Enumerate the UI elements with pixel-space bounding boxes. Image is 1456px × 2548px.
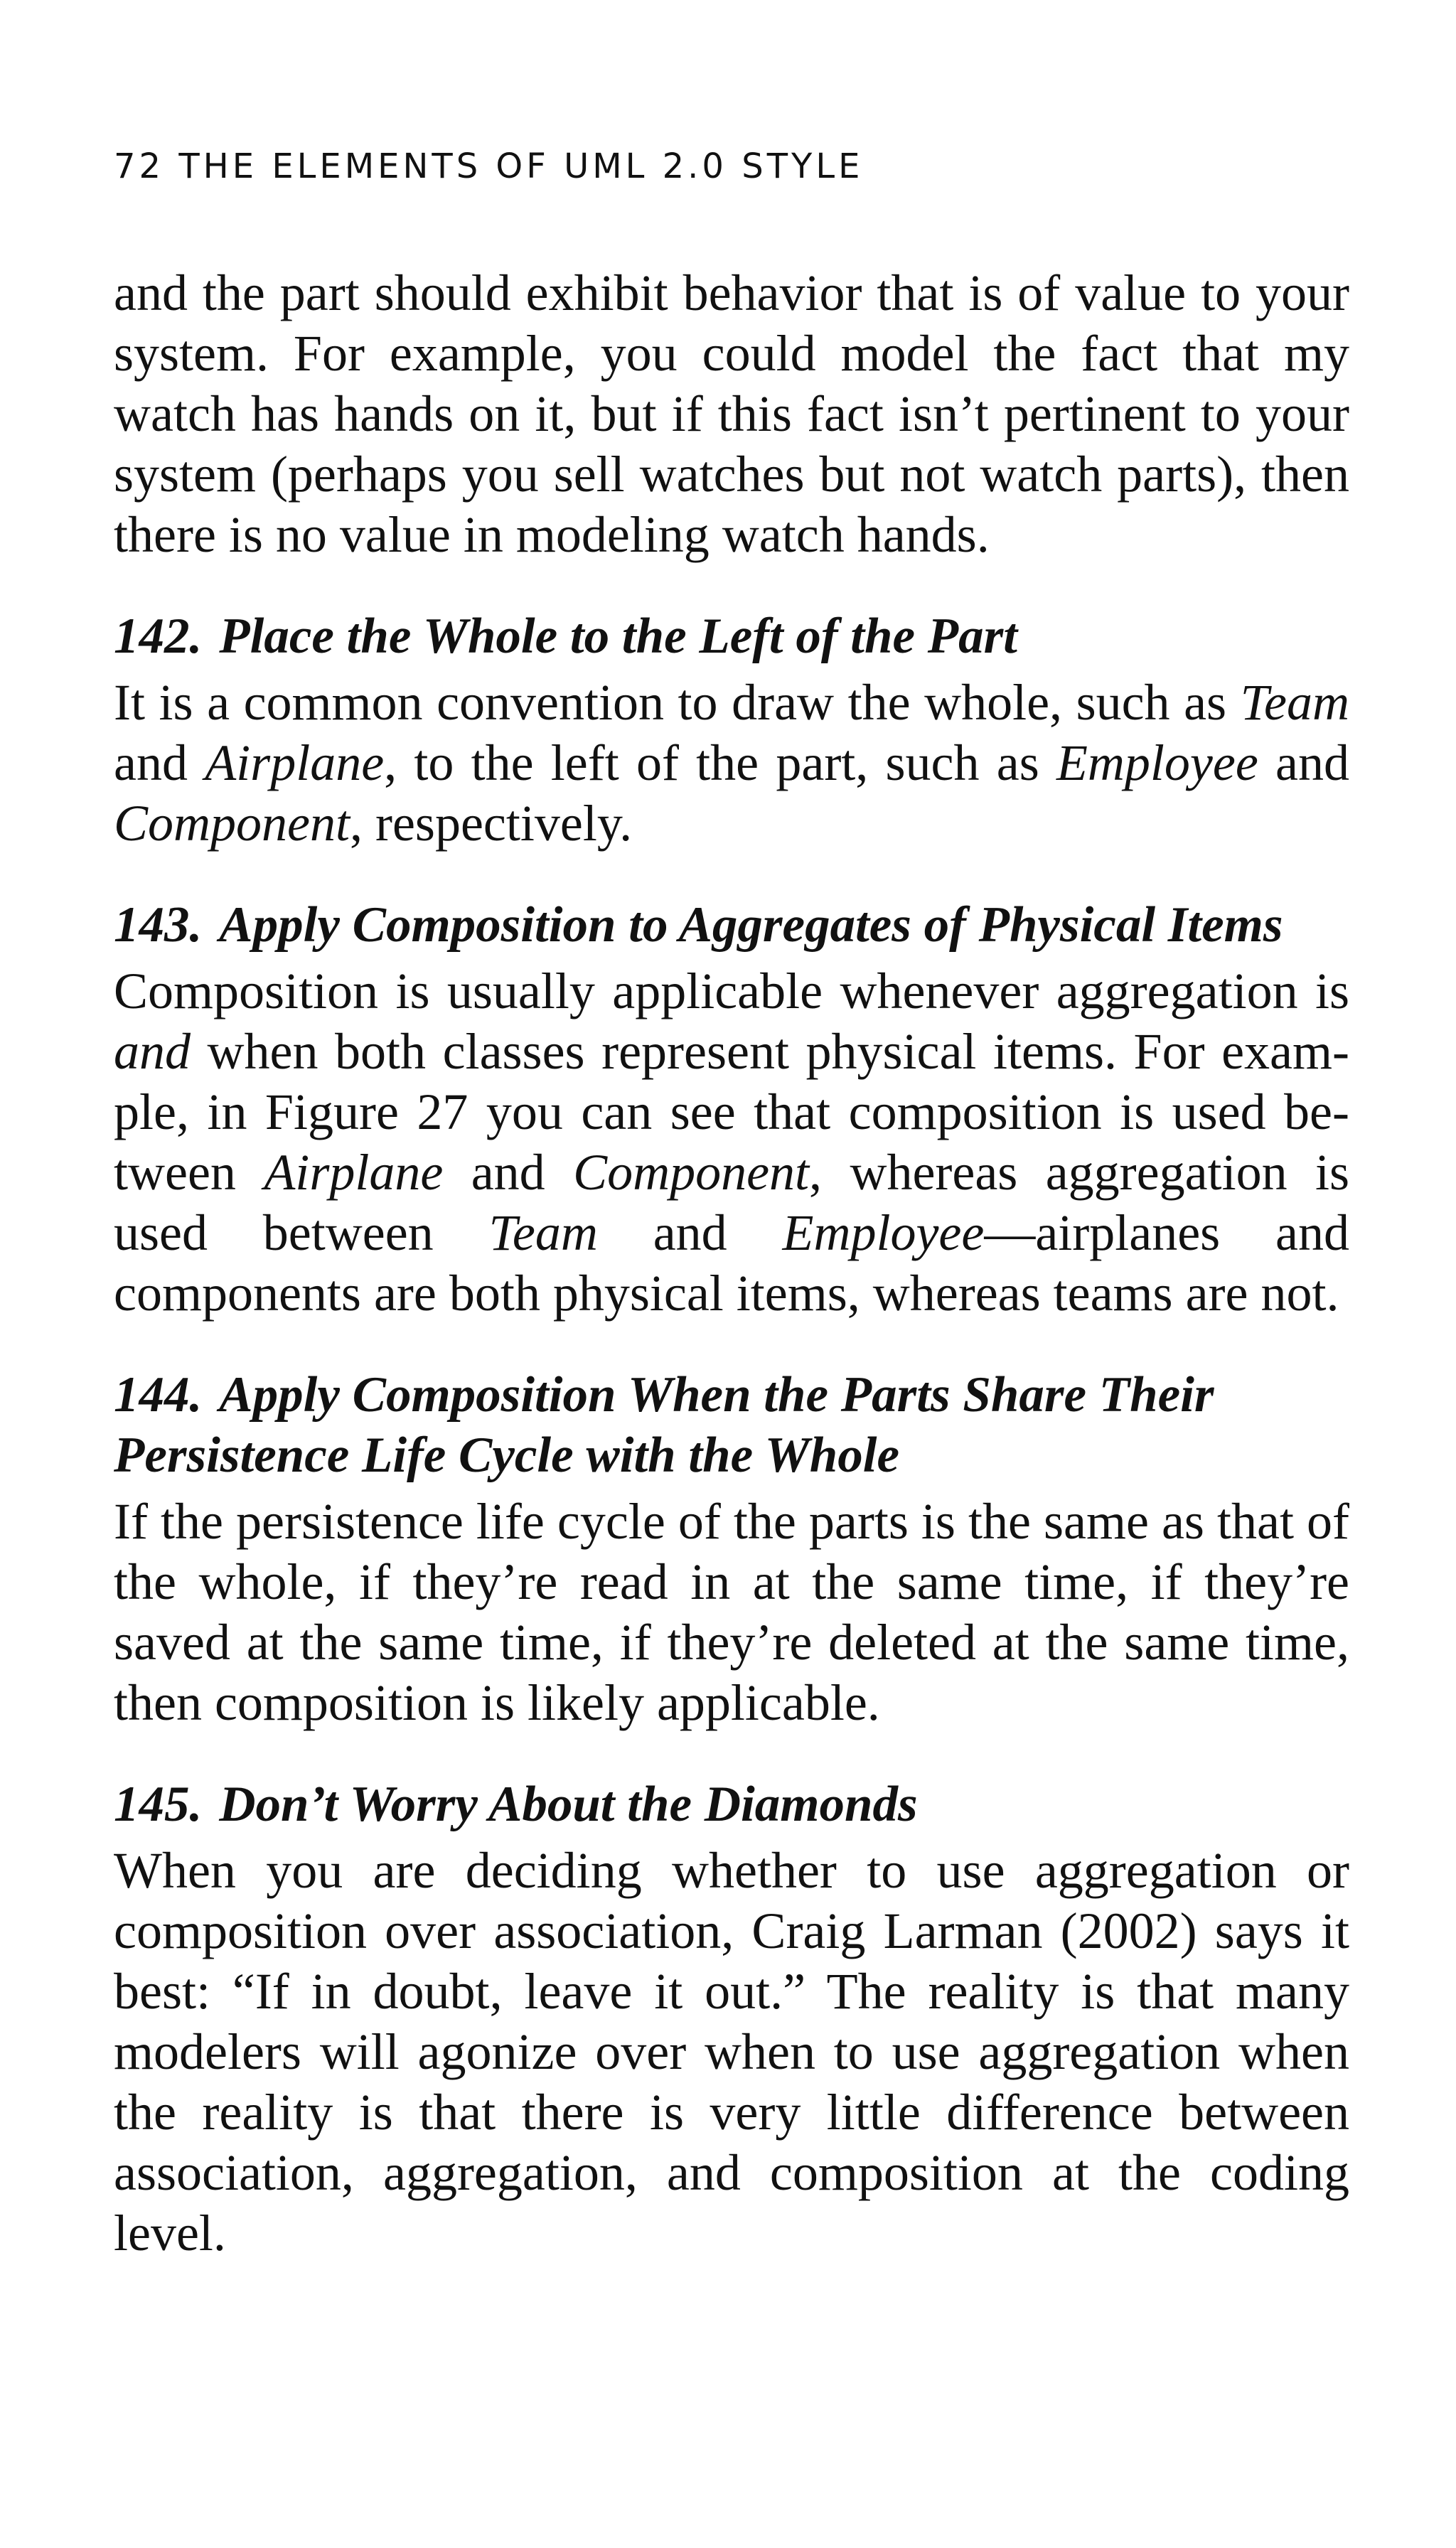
class-name-team: Team bbox=[1240, 674, 1349, 731]
class-name-airplane: Airplane bbox=[264, 1144, 444, 1201]
guideline-143-title: Apply Composition to Aggregates of Physical Items bbox=[219, 897, 1283, 953]
text-run: and bbox=[597, 1204, 783, 1261]
guideline-144-number: 144. bbox=[114, 1367, 203, 1423]
text-run: —airplanes and components are both physical items, whereas teams are not. bbox=[114, 1204, 1349, 1322]
guideline-144-heading bbox=[114, 1365, 1349, 1486]
text-run: , respectively. bbox=[349, 795, 633, 852]
guideline-145-heading bbox=[114, 1774, 1349, 1835]
guideline-142-heading bbox=[114, 606, 1349, 667]
guideline-145-number: 145. bbox=[114, 1777, 203, 1832]
text-run: , to the left of the part, such as bbox=[384, 734, 1056, 791]
guideline-142-title: Place the Whole to the Left of the Part bbox=[219, 609, 1017, 664]
class-name-component: Component bbox=[573, 1144, 810, 1201]
guideline-145-paragraph: When you are deciding whether to use aggregation or composition over association, Craig Larman (2002) says it best: “If in doubt, leave it out.” The reality is that many modelers will agonize over when to use aggregation when the reality is that there is very little difference between association, aggregation, and composition at the coding level. bbox=[114, 1842, 1349, 2261]
guideline-144-title: Apply Composition When the Parts Share Their Persistence Life Cycle with the Whole bbox=[114, 1367, 1214, 1483]
page-content bbox=[114, 263, 1349, 2264]
text-run: when both classes represent physical items. For example, in Figure 27 you can see that composition is used between bbox=[114, 1023, 1349, 1201]
class-name-component: Component bbox=[114, 795, 350, 852]
emphasis-and: and bbox=[114, 1023, 191, 1080]
guideline-143-number: 143. bbox=[114, 897, 203, 953]
class-name-team: Team bbox=[488, 1204, 598, 1261]
guideline-145-title: Don’t Worry About the Diamonds bbox=[219, 1777, 918, 1832]
class-name-employee: Employee bbox=[782, 1204, 985, 1261]
text-run: and bbox=[443, 1144, 574, 1201]
guideline-143-paragraph bbox=[114, 961, 1349, 1324]
text-run: It is a common convention to draw the whole, such as bbox=[114, 674, 1241, 731]
class-name-airplane: Airplane bbox=[205, 734, 385, 791]
text-run: and bbox=[114, 734, 205, 791]
text-run: and bbox=[1258, 734, 1349, 791]
text-run: , whereas aggregation is used between bbox=[114, 1144, 1349, 1261]
guideline-143-heading bbox=[114, 895, 1349, 956]
guideline-142-paragraph bbox=[114, 673, 1349, 854]
intro-paragraph: and the part should exhibit behavior that is of value to your system. For example, you could model the fact that my watch has hands on it, but if this fact isn’t pertinent to your system (perhaps you sell watches but not watch parts), then there is no value in modeling watch hands. bbox=[114, 264, 1349, 563]
class-name-employee: Employee bbox=[1056, 734, 1258, 791]
guideline-144-paragraph: If the persistence life cycle of the parts is the same as that of the whole, if they’re read in at the same time, if they’re saved at the same time, if they’re deleted at the same time, then composition is likely applicable. bbox=[114, 1493, 1349, 1731]
running-head: 72 THE ELEMENTS OF UML 2.0 STYLE bbox=[114, 146, 864, 186]
text-run: Composition is usually applicable whenever aggregation is bbox=[114, 963, 1349, 1019]
guideline-142-number: 142. bbox=[114, 609, 203, 664]
